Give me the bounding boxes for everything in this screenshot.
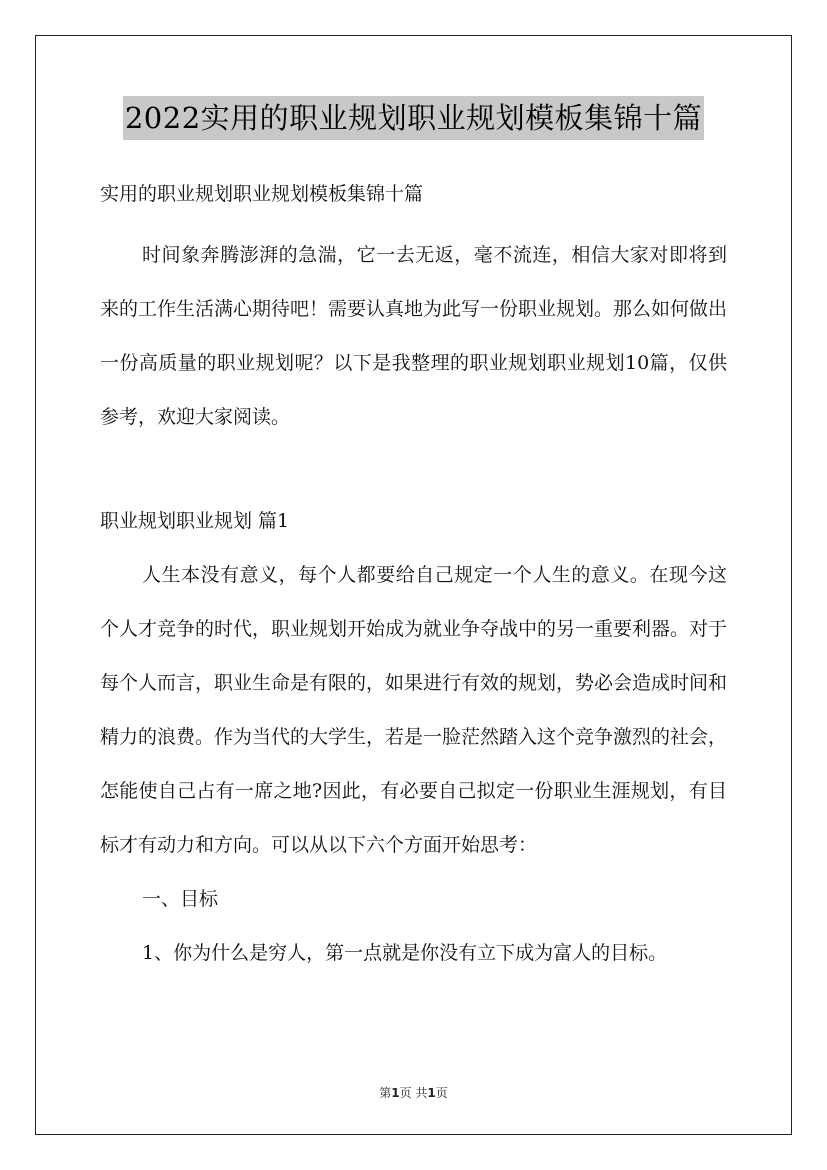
page-current: 1	[391, 1086, 400, 1100]
list-item: 1、你为什么是穷人，第一点就是你没有立下成为富人的目标。	[142, 942, 668, 964]
section-paragraph: 人生本没有意义，每个人都要给自己规定一个人生的意义。在现今这个人才竞争的时代，职业规划开始成为就业争夺战中的另一重要利器。对于每个人而言，职业生命是有限的，如果进行有效的规划，势必会造成时间和精力的浪费。作为当代的大学生，若是一脸茫然踏入这个竞争激烈的社会，怎能使自己占有一席之地?因此，有必要自己拟定一份职业生涯规划，有目标才有动力和方向。可以从以下六个方面开始思考：	[100, 564, 728, 856]
item-heading: 一、目标	[142, 888, 219, 910]
section-heading: 职业规划职业规划 篇1	[100, 510, 290, 532]
intro-paragraph: 时间象奔腾澎湃的急湍，它一去无返，毫不流连，相信大家对即将到来的工作生活满心期待吧！需要认真地为此写一份职业规划。那么如何做出一份高质量的职业规划呢？以下是我整理的职业规划职业规划10篇，仅供参考，欢迎大家阅读。	[100, 244, 728, 428]
page-suffix: 页	[435, 1086, 448, 1100]
document-body	[100, 172, 727, 980]
page-total: 1	[427, 1086, 436, 1100]
document-subtitle: 实用的职业规划职业规划模板集锦十篇	[100, 183, 424, 205]
page-mid: 页 共	[399, 1086, 428, 1100]
page-prefix: 第	[379, 1086, 392, 1100]
paragraph-gap	[100, 444, 727, 496]
title-area	[0, 96, 827, 140]
document-title: 2022实用的职业规划职业规划模板集锦十篇	[123, 96, 704, 140]
page-footer	[0, 1084, 827, 1101]
